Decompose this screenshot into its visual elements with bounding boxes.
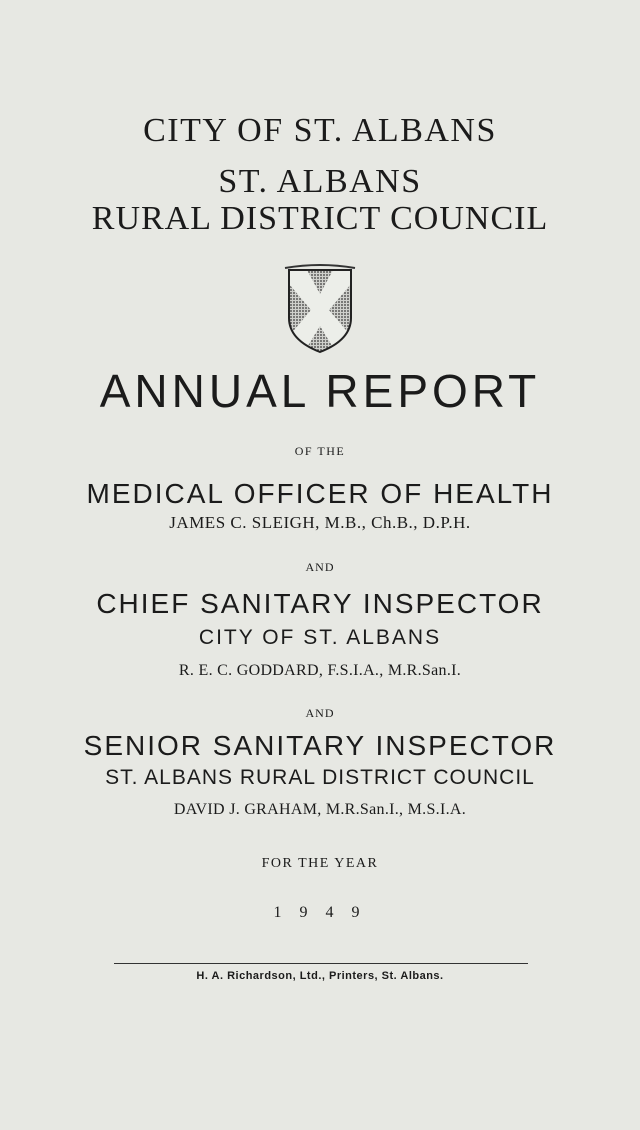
header-rural-district-council: RURAL DISTRICT COUNCIL: [91, 200, 549, 237]
ssi-heading: SENIOR SANITARY INSPECTOR: [83, 730, 557, 761]
of-the-label: OF THE: [294, 444, 346, 458]
moh-heading: MEDICAL OFFICER OF HEALTH: [86, 478, 554, 509]
ssi-council: ST. ALBANS RURAL DISTRICT COUNCIL: [105, 766, 535, 789]
crest: [0, 262, 640, 354]
csi-name: R. E. C. GODDARD, F.S.I.A., M.R.San.I.: [178, 662, 462, 679]
for-the-year-label: FOR THE YEAR: [261, 856, 379, 871]
header-st-albans: ST. ALBANS: [218, 163, 422, 200]
report-year: 1 9 4 9: [273, 904, 367, 921]
header-city-title: CITY OF ST. ALBANS: [143, 112, 497, 149]
footer-rule: [114, 963, 528, 964]
and-label-2: AND: [305, 706, 335, 720]
report-title: ANNUAL REPORT: [99, 365, 541, 417]
moh-name: JAMES C. SLEIGH, M.B., Ch.B., D.P.H.: [169, 513, 471, 532]
csi-heading: CHIEF SANITARY INSPECTOR: [96, 588, 544, 619]
csi-city: CITY OF ST. ALBANS: [198, 626, 442, 649]
ssi-name: DAVID J. GRAHAM, M.R.San.I., M.S.I.A.: [173, 801, 467, 818]
and-label-1: AND: [305, 560, 335, 574]
printer-imprint: H. A. Richardson, Ltd., Printers, St. Albans.: [196, 970, 444, 982]
coat-of-arms-saltire-icon: [281, 262, 359, 354]
